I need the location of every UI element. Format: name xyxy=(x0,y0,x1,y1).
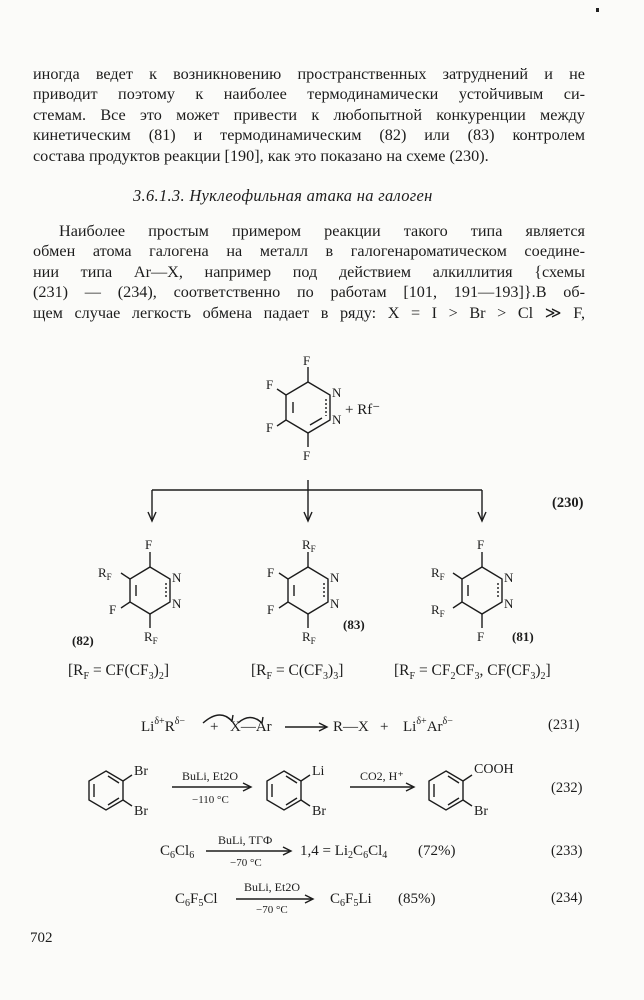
atom-label: N xyxy=(332,385,342,400)
atom-label: F xyxy=(303,448,311,463)
text-line: нии типа Ar—X, например под действием алкиллития {схемы xyxy=(33,262,585,281)
atom-label: $R_F$ xyxy=(431,602,445,619)
text-line: обмен атома галогена на металл в галогенароматическом соедине- xyxy=(33,242,585,261)
text-line: щем случае легкость обмена падает в ряду: X = I > Br > Cl ≫ F, xyxy=(33,303,585,322)
atom-label: F xyxy=(477,537,485,552)
compound-label-83: (83) xyxy=(343,617,365,632)
eq232-reagent: CO2, H⁺ xyxy=(360,769,404,783)
text-line: кинетическим (81) и термодинамическим (82) или (83) контролем xyxy=(33,126,585,145)
eq231-product: $Li^{\delta+}Ar^{\delta-}$ xyxy=(403,716,453,735)
eq232-temp: −110 °C xyxy=(192,794,229,806)
rf-condition-83: $[R_F = C(CF_3)_3]$ xyxy=(251,662,344,683)
atom-label: $R_F$ xyxy=(302,629,316,646)
text-line: приводит поэтому к наиболее термодинамически устойчивым си- xyxy=(33,85,585,104)
eq233-temp: −70 °C xyxy=(230,857,262,869)
eq231-aryl-halide: X—Ar xyxy=(230,719,272,735)
atom-label: $R_F$ xyxy=(144,629,158,646)
text-line: состава продуктов реакции [190], как это показано на схеме (230). xyxy=(33,146,489,165)
atom-label: F xyxy=(267,602,275,617)
text-line: (231) — (234), соответственно по работам [101, 191—193]}.В об- xyxy=(33,283,585,302)
atom-label: N xyxy=(330,570,340,585)
atom-label: $R_F$ xyxy=(302,537,316,554)
eq234-temp: −70 °C xyxy=(256,904,288,916)
atom-label: F xyxy=(477,629,485,644)
text-line: иногда ведет к возникновению пространственных затруднений и не xyxy=(33,65,585,83)
equation-number-232: (232) xyxy=(551,780,583,796)
section-heading: 3.6.1.3. Нуклеофильная атака на галоген xyxy=(133,186,433,205)
eq231-reactant: $Li^{\delta+}R^{\delta-}$ xyxy=(141,716,186,735)
atom-label: N xyxy=(332,412,342,427)
rf-condition-81: [$R_F = CF_2CF_3$, $CF(CF_3)_2$] xyxy=(394,662,551,683)
atom-label: Br xyxy=(474,804,488,819)
eq231-plus: + xyxy=(210,719,219,735)
atom-label: F xyxy=(145,537,153,552)
text-line: Наиболее простым примером реакции такого типа является xyxy=(59,222,585,240)
atom-label: N xyxy=(504,596,514,611)
equation-number-231: (231) xyxy=(548,717,580,733)
atom-label: $R_F$ xyxy=(431,565,445,582)
atom-label: F xyxy=(303,353,311,368)
equation-number-234: (234) xyxy=(551,890,583,906)
atom-label: N xyxy=(330,596,340,611)
atom-label: F xyxy=(266,420,274,435)
atom-label: F xyxy=(109,602,117,617)
eq231-product: R—X xyxy=(333,719,369,735)
equation-number-230: (230) xyxy=(552,495,584,511)
atom-label: $R_F$ xyxy=(98,565,112,582)
eq234-yield: (85%) xyxy=(398,891,436,907)
eq232-reagent: BuLi, Et2O xyxy=(182,769,238,783)
eq233-reagent: BuLi, ТГФ xyxy=(218,833,273,847)
compound-label-81: (81) xyxy=(512,629,534,644)
page-number: 702 xyxy=(30,930,53,946)
eq234-reagent: BuLi, Et2O xyxy=(244,880,300,894)
compound-label-82: (82) xyxy=(72,633,94,648)
equation-number-233: (233) xyxy=(551,843,583,859)
atom-label: COOH xyxy=(474,762,514,777)
eq233-yield: (72%) xyxy=(418,843,456,859)
atom-label: F xyxy=(267,565,275,580)
eq233-left: $C_6Cl_6$ xyxy=(160,843,195,861)
rf-condition-82: $[R_F = CF(CF_3)_2]$ xyxy=(68,662,169,683)
text-line: стемам. Все это может привести к любопытной конкуренции между xyxy=(33,105,585,124)
atom-label: Br xyxy=(134,764,148,779)
atom-label: Br xyxy=(312,804,326,819)
eq231-plus: + xyxy=(380,719,389,735)
atom-label: Li xyxy=(312,764,325,779)
eq234-right: $C_6F_5Li$ xyxy=(330,891,372,909)
atom-label: F xyxy=(266,377,274,392)
atom-label: N xyxy=(172,570,182,585)
eq233-right: $1,4 = Li_2C_6Cl_4$ xyxy=(300,843,388,861)
atom-label: Br xyxy=(134,804,148,819)
atom-label: N xyxy=(504,570,514,585)
atom-label: N xyxy=(172,596,182,611)
eq234-left: $C_6F_5Cl$ xyxy=(175,891,218,909)
reagent-rf: + Rf⁻ xyxy=(345,402,381,418)
